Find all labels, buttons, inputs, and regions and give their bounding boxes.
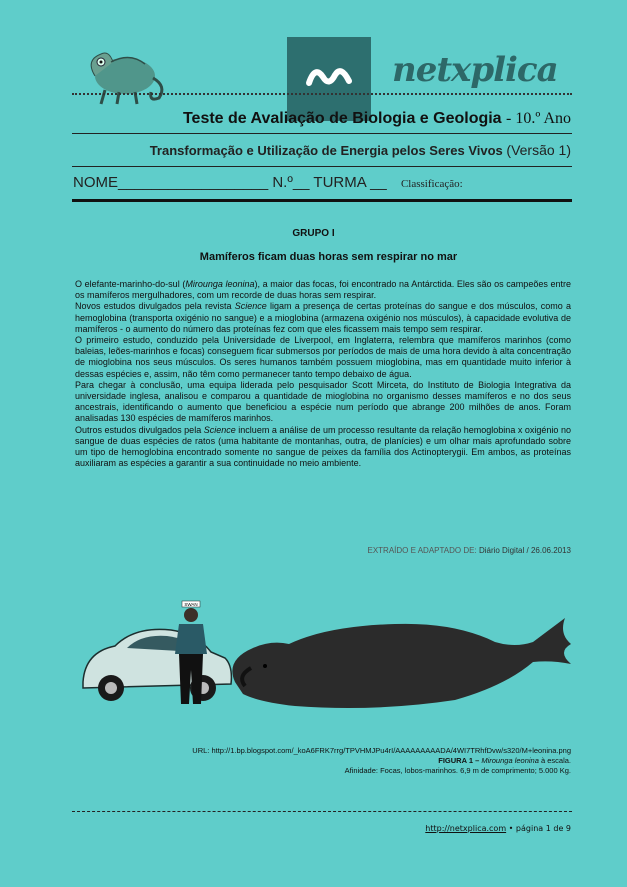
page-footer: [0, 824, 571, 833]
subtitle-text: Transformação e Utilização de Energia pelos Seres Vivos: [149, 143, 503, 158]
number-field[interactable]: N.º__: [272, 174, 310, 191]
journal-name: Science: [203, 424, 236, 435]
article-paragraph: O primeiro estudo, conduzido pela Universidade de Liverpool, em Inglaterra, relembra que mamíferos marinhos (como baleias, leões-marinhos e focas) conseguem ficar submersos por períodos de mais de uma hora devido à alta concentração de mioglobina nos seus músculos. Os seres humanos também possuem mioglobina, mas em quantidade muito inferior à dessas espécies e, assim, não têm como permanecer tanto tempo debaixo de água.: [75, 335, 571, 379]
figure-caption: [0, 746, 571, 776]
cap-label: SWAN: [184, 602, 198, 607]
source-label: EXTRAÍDO E ADAPTADO DE:: [367, 546, 477, 555]
source-origin: Diário Digital / 26.06.2013: [478, 546, 571, 555]
name-field[interactable]: NOME__________________: [73, 174, 269, 191]
article-paragraph: Novos estudos divulgados pela revista Science ligam a presença de certas proteínas do sangue e dos músculos, como a hemoglobina (transporta oxigénio no sangue) e a mioglobina (armazena oxigénio nos músculos), à capacidade evolutiva de mamíferos - o aumento do número das proteínas fez com que eles ficassem mais tempo sem respirar.: [75, 301, 571, 334]
test-subtitle: [0, 142, 571, 158]
scale-figure: [75, 590, 575, 715]
subtitle-divider: [72, 166, 572, 167]
page-number: • página 1 de 9: [506, 824, 571, 833]
classification-label: Classificação:: [400, 178, 463, 190]
student-form: [73, 174, 463, 191]
article-source: [0, 546, 571, 555]
group-heading: GRUPO I: [292, 228, 335, 239]
netxplica-logo-box[interactable]: [287, 37, 371, 121]
page-title: [0, 110, 571, 128]
article-body: [75, 279, 571, 469]
site-link[interactable]: http://netxplica.com: [425, 824, 507, 833]
test-title: Teste de Avaliação de Biologia e Geologia: [182, 110, 502, 127]
species-name: Mirounga leonina: [185, 279, 255, 289]
elephant-seal-silhouette: [232, 618, 571, 708]
class-field[interactable]: TURMA __: [313, 174, 387, 191]
figure-url[interactable]: URL: http://1.bp.blogspot.com/_koA6FRK7rrg/TPVHMJPu4rI/AAAAAAAAADA/4WI7TRhfDvw/s320/M+leonina.png: [192, 746, 571, 755]
article-paragraph: Para chegar à conclusão, uma equipa liderada pelo pesquisador Scott Mirceta, do Instituto de Biologia Integrativa da universidade inglesa, analisou e comparou a quantidade de mioglobina no organismo desses mamíferos e no dos seus ancestrais, identificando o aumento que beneficiou a espécie num período que abrange 200 milhões de anos. Foram analisadas 130 espécies de mamíferos marinhos.: [75, 379, 571, 424]
dotted-divider: [72, 93, 572, 95]
car-silhouette: [83, 629, 231, 701]
wave-logo-icon: [287, 37, 371, 121]
journal-name: Science: [234, 301, 267, 312]
brand-name[interactable]: netxplica: [392, 50, 558, 90]
header-bottom-rule: [72, 199, 572, 202]
footer-divider: [72, 811, 572, 812]
article-paragraph: O elefante-marinho-do-sul (Mirounga leonina), a maior das focas, foi encontrado na Antárctida. Eles são os campeões entre os mamíferos mergulhadores, com um recorde de duas horas sem respirar.: [75, 279, 571, 301]
chameleon-icon: [75, 40, 167, 106]
article-headline: Mamíferos ficam duas horas sem respirar no mar: [199, 251, 458, 263]
title-divider: [72, 133, 572, 134]
article-paragraph: Outros estudos divulgados pela Science incluem a análise de um processo resultante da relação hemoglobina x oxigénio no sangue de duas espécies de ratos (uma habitante de montanhas, outra, de planícies) e um olhar mais aprofundado sobre um tipo de hemoglobina encontrado somente no sangue de peixes da família dos Actinopterygii. Em ambos, as proteínas auxiliaram as espécies a garantir a sua continuidade no meio ambiente.: [75, 424, 571, 469]
figure-affinity: Afinidade: Focas, lobos-marinhos. 6,9 m de comprimento; 5.000 Kg.: [344, 766, 571, 775]
grade-label: - 10.º Ano: [506, 110, 571, 127]
figure-title: FIGURA 1 – Mirounga leonina à escala.: [438, 756, 571, 765]
version-label: (Versão 1): [506, 142, 571, 158]
